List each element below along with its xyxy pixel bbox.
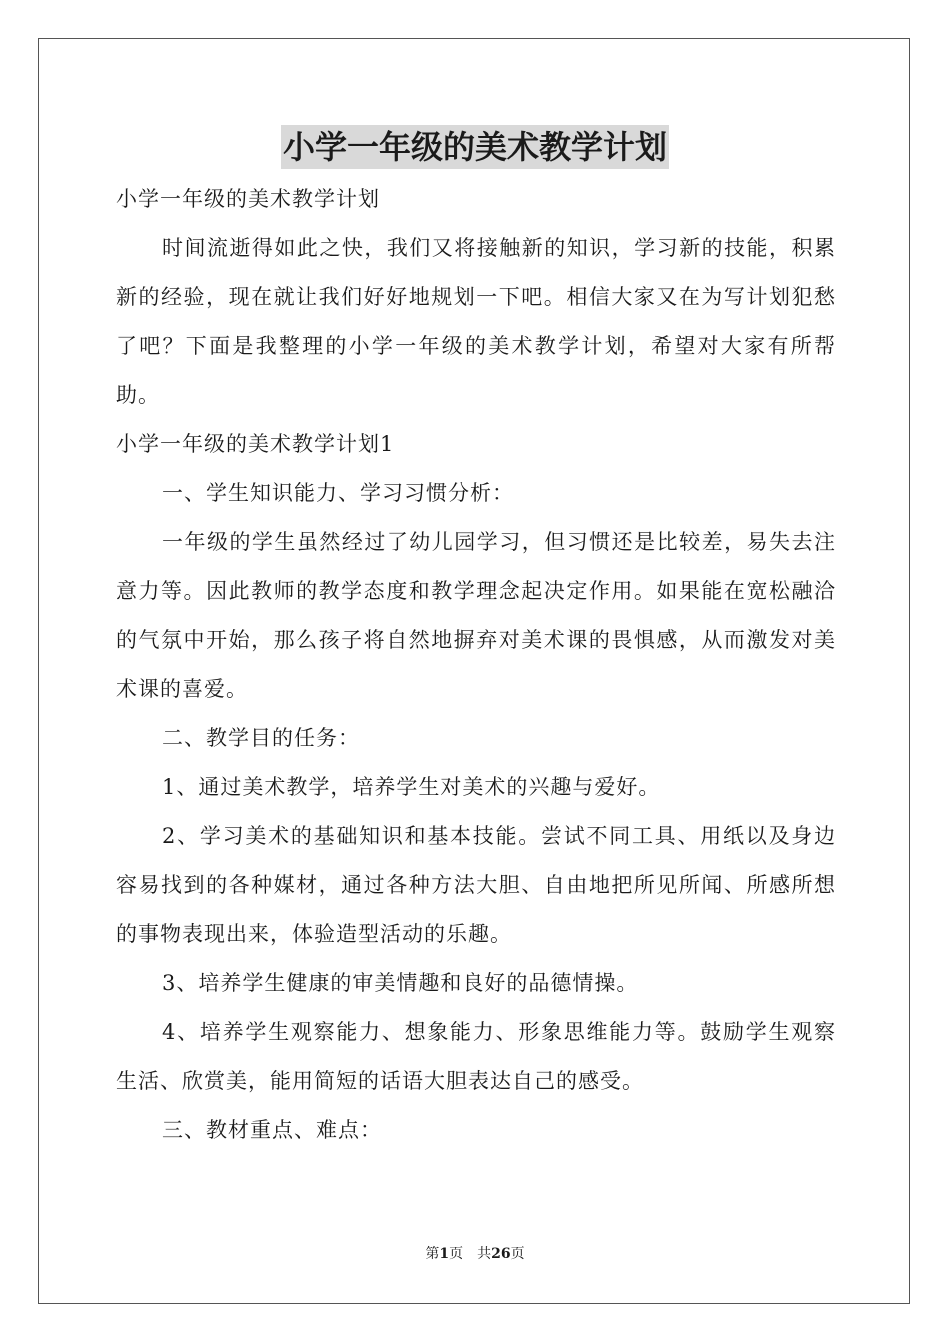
list-item: 1、通过美术教学，培养学生对美术的兴趣与爱好。 — [162, 775, 661, 799]
paragraph: 小学一年级的美术教学计划 — [116, 187, 380, 211]
section-heading: 二、教学目的任务： — [162, 726, 360, 750]
total-suffix: 页 — [510, 1246, 525, 1262]
total-prefix: 共 — [477, 1246, 492, 1262]
section-heading: 一、学生知识能力、学习习惯分析： — [162, 481, 514, 505]
list-item: 2、学习美术的基础知识和基本技能。尝试不同工具、用纸以及身边容易找到的各种媒材，通过各种方法大胆、自由地把所见所闻、所感所想的事物表现出来，体验造型活动的乐趣。 — [116, 824, 836, 946]
page-prefix: 第 — [425, 1246, 440, 1262]
list-item: 3、培养学生健康的审美情趣和良好的品德情操。 — [162, 971, 639, 995]
list-item: 4、培养学生观察能力、想象能力、形象思维能力等。鼓励学生观察生活、欣赏美，能用简短的话语大胆表达自己的感受。 — [116, 1020, 836, 1093]
total-pages: 26 — [491, 1246, 511, 1262]
document-body — [116, 175, 836, 1155]
document-title: 小学一年级的美术教学计划 — [281, 125, 669, 169]
paragraph: 时间流逝得如此之快，我们又将接触新的知识，学习新的技能，积累新的经验，现在就让我们好好地规划一下吧。相信大家又在为写计划犯愁了吧？下面是我整理的小学一年级的美术教学计划，希望对大家有所帮助。 — [116, 236, 836, 407]
page-footer — [0, 1244, 950, 1264]
title-container — [0, 125, 950, 169]
section-heading: 三、教材重点、难点： — [162, 1118, 382, 1142]
page-number: 1 — [439, 1246, 450, 1262]
paragraph: 一年级的学生虽然经过了幼儿园学习，但习惯还是比较差，易失去注意力等。因此教师的教学态度和教学理念起决定作用。如果能在宽松融洽的气氛中开始，那么孩子将自然地摒弃对美术课的畏惧感，从而激发对美术课的喜爱。 — [116, 530, 836, 701]
page-suffix: 页 — [449, 1246, 464, 1262]
paragraph: 小学一年级的美术教学计划1 — [116, 432, 395, 456]
